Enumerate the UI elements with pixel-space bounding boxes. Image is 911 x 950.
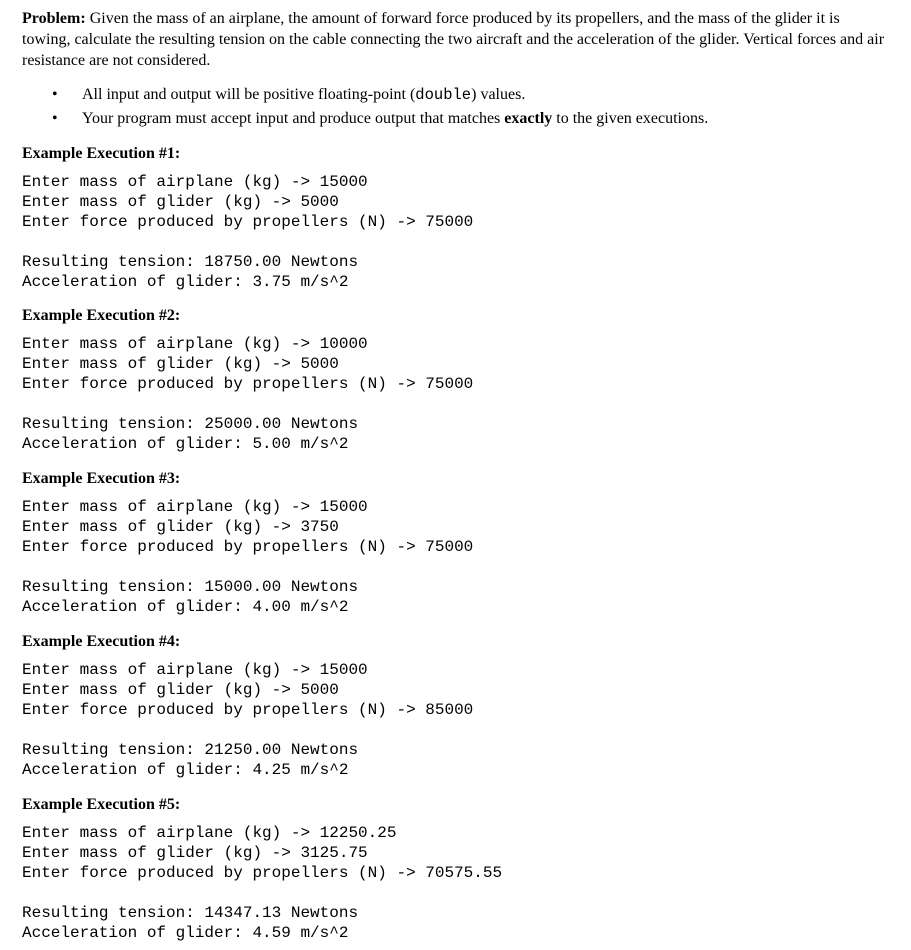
problem-label: Problem:: [22, 10, 86, 27]
console-output: [22, 172, 892, 292]
console-line: Resulting tension: 14347.13 Newtons: [22, 904, 359, 922]
console-output: [22, 660, 892, 780]
console-line: Enter mass of airplane (kg) -> 15000: [22, 661, 368, 679]
example-heading: Example Execution #2:: [22, 307, 181, 324]
console-output: [22, 497, 892, 617]
example-heading: Example Execution #1:: [22, 145, 181, 162]
console-line: Enter mass of airplane (kg) -> 15000: [22, 498, 368, 516]
example-execution-3: [22, 469, 892, 617]
problem-text: Given the mass of an airplane, the amount of forward force produced by its propellers, and the mass of the glider it is towing, calculate the resulting tension on the cable connecting the two aircraft and the acceleration of the glider. Vertical forces and air resistance are not considered.: [22, 10, 885, 69]
console-output: [22, 334, 892, 454]
console-line: Acceleration of glider: 5.00 m/s^2: [22, 435, 349, 453]
console-line: Resulting tension: 21250.00 Newtons: [22, 741, 359, 759]
console-line: Enter force produced by propellers (N) -> 75000: [22, 213, 474, 231]
console-line: Enter force produced by propellers (N) -> 75000: [22, 375, 474, 393]
inline-code: double: [415, 86, 472, 104]
requirement-item: • Your program must accept input and produce output that matches exactly to the given executions.: [22, 107, 892, 131]
console-line: Resulting tension: 15000.00 Newtons: [22, 578, 359, 596]
console-line: Resulting tension: 25000.00 Newtons: [22, 415, 359, 433]
example-heading: Example Execution #4:: [22, 633, 181, 650]
console-line: Enter mass of airplane (kg) -> 10000: [22, 335, 368, 353]
console-line: Enter force produced by propellers (N) -> 85000: [22, 701, 474, 719]
console-line: Enter mass of airplane (kg) -> 12250.25: [22, 824, 397, 842]
console-line: Enter mass of glider (kg) -> 5000: [22, 355, 339, 373]
console-line: Acceleration of glider: 4.59 m/s^2: [22, 924, 349, 942]
requirement-item: • All input and output will be positive floating-point (double) values.: [22, 83, 892, 107]
console-line: Resulting tension: 18750.00 Newtons: [22, 253, 359, 271]
console-line: Enter mass of airplane (kg) -> 15000: [22, 173, 368, 191]
example-execution-5: [22, 795, 892, 943]
console-line: Enter force produced by propellers (N) -> 75000: [22, 538, 474, 556]
console-output: [22, 823, 892, 943]
bullet-icon: •: [52, 110, 58, 127]
console-line: Enter force produced by propellers (N) -> 70575.55: [22, 864, 503, 882]
console-line: Acceleration of glider: 4.00 m/s^2: [22, 598, 349, 616]
console-line: Enter mass of glider (kg) -> 5000: [22, 193, 339, 211]
console-line: Acceleration of glider: 3.75 m/s^2: [22, 273, 349, 291]
console-line: Enter mass of glider (kg) -> 3125.75: [22, 844, 368, 862]
console-line: Enter mass of glider (kg) -> 5000: [22, 681, 339, 699]
requirements-list: [22, 83, 892, 131]
example-execution-2: [22, 306, 892, 454]
console-line: Acceleration of glider: 4.25 m/s^2: [22, 761, 349, 779]
example-heading: Example Execution #3:: [22, 470, 181, 487]
bullet-icon: •: [52, 86, 58, 103]
example-execution-1: [22, 144, 892, 292]
console-line: Enter mass of glider (kg) -> 3750: [22, 518, 339, 536]
document: [22, 8, 892, 942]
example-heading: Example Execution #5:: [22, 796, 181, 813]
example-execution-4: [22, 632, 892, 780]
emphasis-text: exactly: [504, 110, 553, 127]
problem-statement: [22, 8, 892, 71]
